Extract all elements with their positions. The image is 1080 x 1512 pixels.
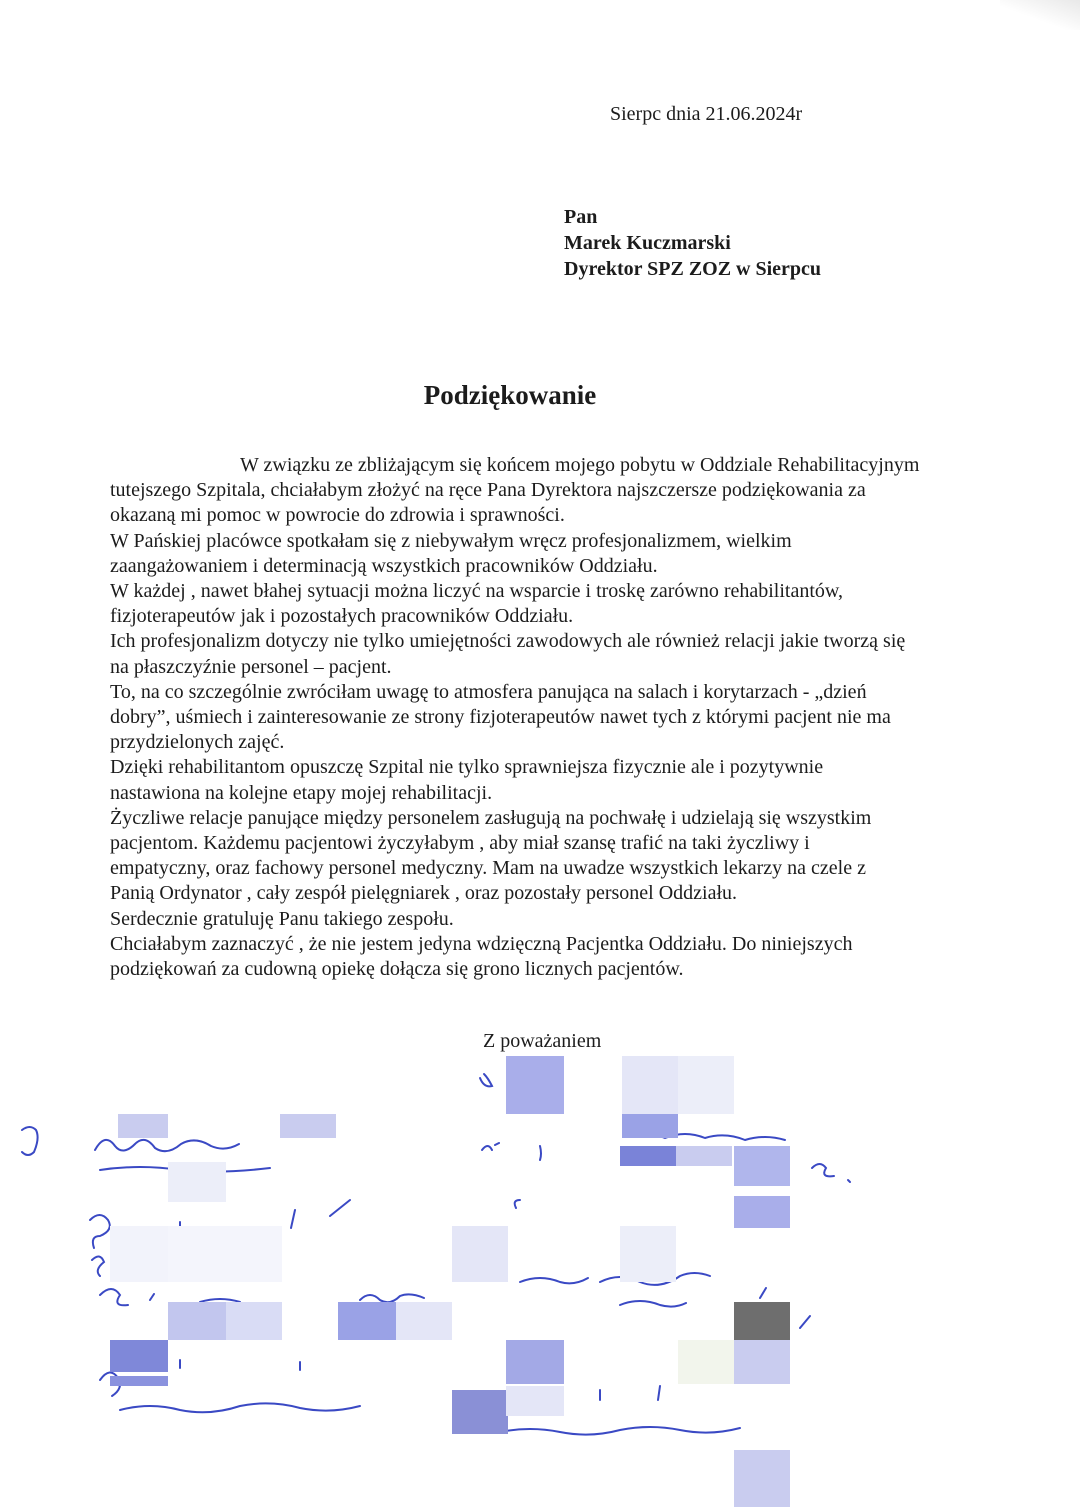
body-line: W związku ze zbliżającym się końcem mojego pobytu w Oddziale Rehabilitacyjnym bbox=[240, 454, 920, 476]
body-line: W Pańskiej placówce spotkałam się z niebywałym wręcz profesjonalizmem, wielkim bbox=[110, 529, 792, 552]
body-line: W każdej , nawet błahej sytuacji można liczyć na wsparcie i troskę zarówno rehabilitantów, bbox=[110, 580, 844, 603]
recipient-block bbox=[564, 204, 821, 282]
redaction-pixel bbox=[226, 1302, 282, 1340]
redaction-pixel bbox=[678, 1340, 734, 1384]
redaction-pixel bbox=[734, 1450, 790, 1507]
body-line: zaangażowaniem i determinacją wszystkich pracowników Oddziału. bbox=[110, 554, 658, 577]
redaction-pixel bbox=[734, 1146, 790, 1186]
body-line: tutejszego Szpitala, chciałabym złożyć na ręce Pana Dyrektora najszczersze podziękowania za bbox=[110, 479, 866, 502]
body-line: empatyczny, oraz fachowy personel medyczny. Mam na uwadze wszystkich lekarzy na czele z bbox=[110, 857, 866, 880]
letter-closing: Z poważaniem bbox=[483, 1030, 602, 1052]
redaction-pixel bbox=[506, 1340, 564, 1384]
redaction-pixel bbox=[168, 1302, 226, 1340]
body-line: Dzięki rehabilitantom opuszczę Szpital nie tylko sprawniejsza fizycznie ale i pozytywnie bbox=[110, 756, 824, 779]
letter-title: Podziękowanie bbox=[423, 380, 597, 410]
redaction-pixel bbox=[506, 1386, 564, 1416]
redaction-pixel bbox=[338, 1302, 396, 1340]
body-line: okazaną mi pomoc w powrocie do zdrowia i sprawności. bbox=[110, 504, 565, 527]
redaction-pixel bbox=[118, 1114, 168, 1138]
signature-scribbles bbox=[0, 1050, 1080, 1507]
redaction-pixel bbox=[280, 1114, 336, 1138]
recipient-position: Dyrektor SPZ ZOZ w Sierpcu bbox=[564, 258, 822, 280]
redaction-pixel bbox=[734, 1340, 790, 1384]
redaction-pixel bbox=[110, 1226, 168, 1282]
redaction-pixel bbox=[734, 1196, 790, 1228]
body-line: Chciałabym zaznaczyć , że nie jestem jedyna wdzięczną Pacjentka Oddziału. Do niniejszych bbox=[110, 932, 853, 955]
redaction-pixel bbox=[110, 1340, 168, 1372]
scan-shadow bbox=[1000, 0, 1080, 30]
body-line: To, na co szczególnie zwróciłam uwagę to atmosfera panująca na salach i korytarzach - „dzień bbox=[110, 680, 867, 703]
body-line: pacjentom. Każdemu pacjentowi życzyłabym , aby miał szansę trafić na taki życzliwy i bbox=[110, 832, 810, 855]
pixelation-blocks bbox=[110, 1056, 790, 1507]
redacted-signatures bbox=[0, 1050, 1080, 1507]
redaction-pixel bbox=[678, 1056, 734, 1114]
body-line: dobry”, uśmiech i zainteresowanie ze strony fizjoterapeutów nawet tych z którymi pacjent nie ma bbox=[110, 706, 891, 729]
letter-body bbox=[110, 453, 990, 982]
body-line: fizjoterapeutów jak i pozostałych pracowników Oddziału. bbox=[110, 605, 574, 628]
redaction-pixel bbox=[620, 1146, 676, 1166]
body-line: Panią Ordynator , cały zespół pielęgniarek , oraz pozostały personel Oddziału. bbox=[110, 882, 738, 905]
redaction-pixel bbox=[734, 1302, 790, 1340]
redaction-pixel bbox=[452, 1226, 508, 1282]
redaction-pixel bbox=[452, 1390, 508, 1434]
body-line: Serdecznie gratuluję Panu takiego zespołu. bbox=[110, 907, 454, 930]
body-line: przydzielonych zajęć. bbox=[110, 731, 285, 754]
redaction-pixel bbox=[396, 1302, 452, 1340]
redaction-pixel bbox=[506, 1056, 564, 1114]
body-line: podziękowań za cudowną opiekę dołącza się grono licznych pacjentów. bbox=[110, 958, 684, 981]
redaction-pixel bbox=[676, 1146, 732, 1166]
body-line: Życzliwe relacje panujące między personelem zasługują na pochwałę i udzielają się wszystkim bbox=[110, 806, 872, 829]
redaction-pixel bbox=[168, 1226, 226, 1282]
redaction-pixel bbox=[620, 1226, 676, 1282]
redaction-pixel bbox=[110, 1376, 168, 1386]
redaction-pixel bbox=[622, 1114, 678, 1138]
recipient-name: Marek Kuczmarski bbox=[564, 232, 731, 254]
redaction-pixel bbox=[226, 1226, 282, 1282]
letter-date: Sierpc dnia 21.06.2024r bbox=[610, 103, 803, 125]
recipient-salutation: Pan bbox=[564, 206, 598, 228]
redaction-pixel bbox=[622, 1056, 678, 1114]
body-line: Ich profesjonalizm dotyczy nie tylko umiejętności zawodowych ale również relacji jakie tworzą się bbox=[110, 630, 906, 653]
redaction-pixel bbox=[168, 1162, 226, 1202]
body-line: na płaszczyźnie personel – pacjent. bbox=[110, 655, 392, 678]
body-line: nastawiona na kolejne etapy mojej rehabilitacji. bbox=[110, 781, 493, 804]
